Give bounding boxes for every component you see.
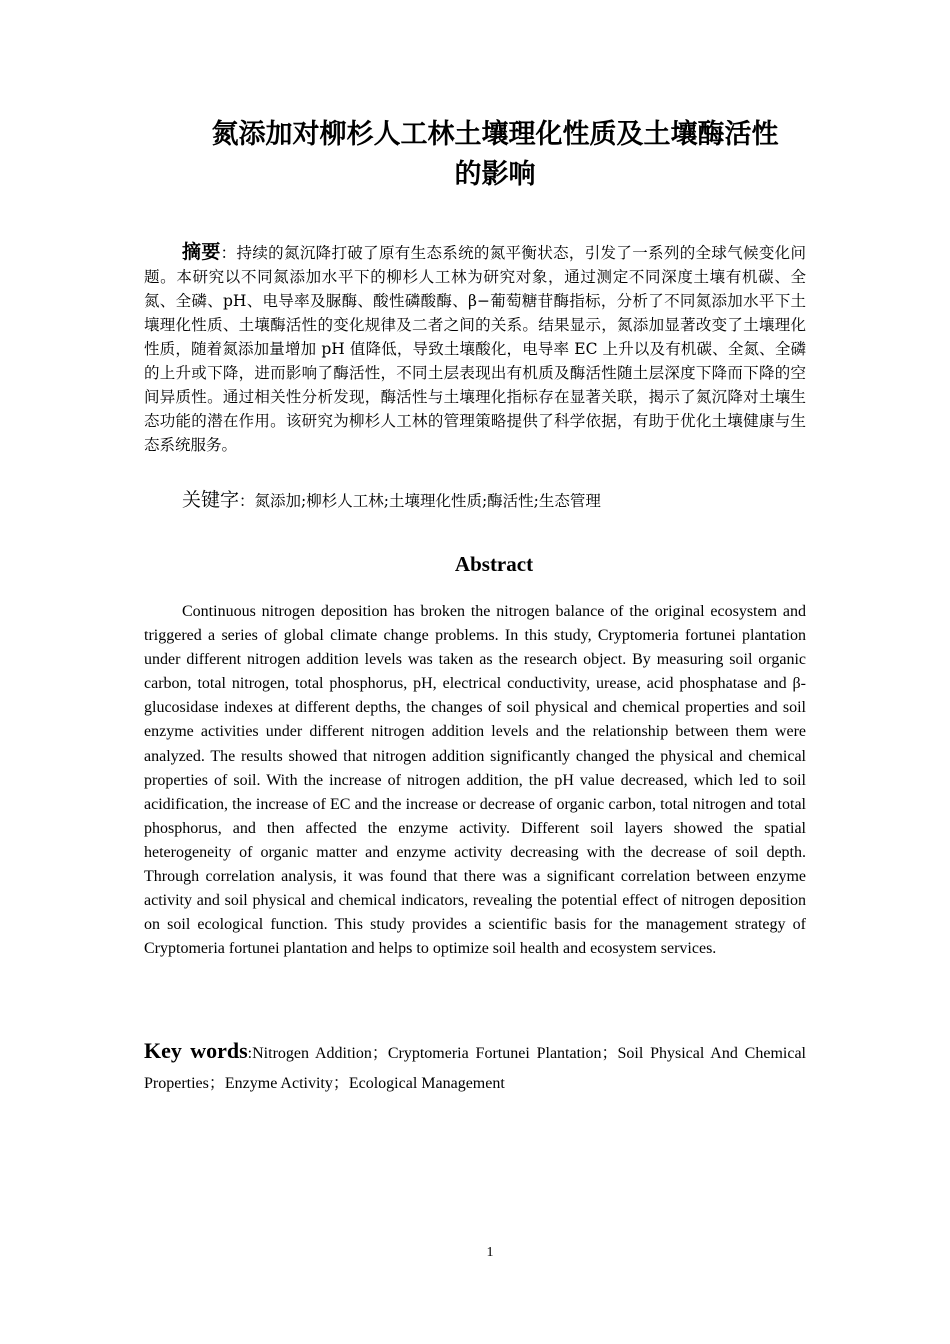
english-keywords-label: Key words (144, 1038, 248, 1063)
page-number: 1 (486, 1245, 494, 1260)
chinese-abstract-label: 摘要 (182, 241, 221, 263)
chinese-abstract (144, 240, 806, 457)
chinese-keywords-text: ：氮添加;柳杉人工林;土壤理化性质;酶活性;生态管理 (239, 492, 601, 510)
chinese-keywords (144, 488, 806, 513)
english-abstract-text: Continuous nitrogen deposition has broken the nitrogen balance of the original ecosystem and triggered a series of global climate change problems. In this study, Cryptomeria fortunei plantation under different nitrogen addition levels was taken as the research object. By measuring soil organic carbon, total nitrogen, total phosphorus, pH, electrical conductivity, urease, acid phosphatase and β-glucosidase indexes at different depths, the changes of soil physical and chemical properties and soil enzyme activities under different nitrogen addition levels and the relationship between them were analyzed. The results showed that nitrogen addition significantly changed the physical and chemical properties of soil. With the increase of nitrogen addition, the pH value decreased, which led to soil acidification, the increase of EC and the increase or decrease of organic carbon, total nitrogen and total phosphorus, and then affected the enzyme activity. Different soil layers showed the spatial heterogeneity of organic matter and enzyme activity decreasing with the decrease of soil depth. Through correlation analysis, it was found that there was a significant correlation between enzyme activity and soil physical and chemical indicators, revealing the potential effect of nitrogen deposition on soil ecological function. This study provides a scientific basis for the management strategy of Cryptomeria fortunei plantation and helps to optimize soil health and ecosystem services. (144, 603, 806, 958)
paper-title-line-1: 氮添加对柳杉人工林土壤理化性质及土壤酶活性 (211, 119, 779, 150)
chinese-keywords-label: 关键字 (182, 489, 240, 511)
english-keywords-text: :Nitrogen Addition；Cryptomeria Fortunei Plantation；Soil Physical And Chemical Properties；Enzyme Activity；Ecological Management (144, 1045, 806, 1092)
chinese-abstract-text: ：持续的氮沉降打破了原有生态系统的氮平衡状态，引发了一系列的全球气候变化问题。本研究以不同氮添加水平下的柳杉人工林为研究对象，通过测定不同深度土壤有机碳、全氮、全磷、pH、电导率及脲酶、酸性磷酸酶、β−葡萄糖苷酶指标，分析了不同氮添加水平下土壤理化性质、土壤酶活性的变化规律及二者之间的关系。结果显示，氮添加显著改变了土壤理化性质，随着氮添加量增加 pH 值降低，导致土壤酸化，电导率 EC 上升以及有机碳、全氮、全磷的上升或下降，进而影响了酶活性，不同土层表现出有机质及酶活性随土层深度下降而下降的空间异质性。通过相关性分析发现，酶活性与土壤理化指标存在显著关联，揭示了氮沉降对土壤生态功能的潜在作用。该研究为柳杉人工林的管理策略提供了科学依据，有助于优化土壤健康与生态系统服务。 (144, 244, 806, 454)
paper-title (140, 115, 850, 195)
english-keywords (144, 1036, 806, 1099)
english-abstract-heading: Abstract (454, 552, 534, 576)
paper-title-line-2: 的影响 (454, 159, 536, 190)
